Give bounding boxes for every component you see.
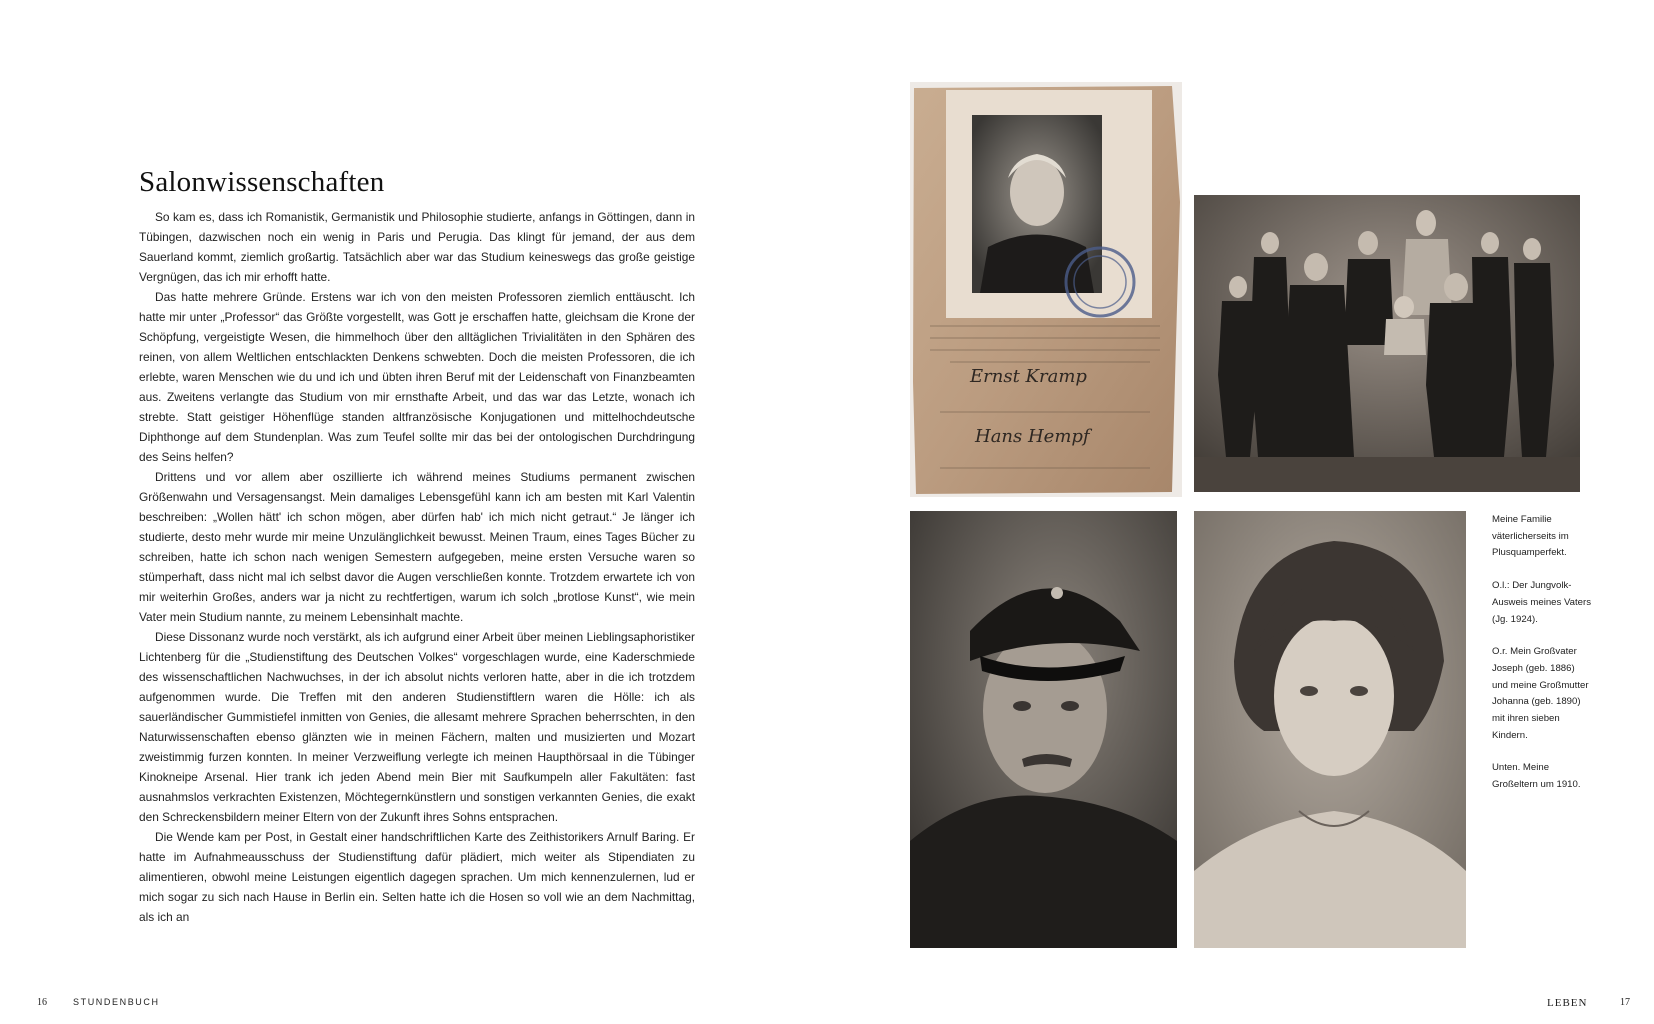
id-card-image (910, 82, 1182, 497)
paragraph: Drittens und vor allem aber oszillierte ich während meines Studiums permanent zwischen Größenwahn und Versagensangst. Mein damaliges Lebensgefühl kann ich am besten mit Karl Valentin beschreiben: „Wollen hätt' ich schon mögen, aber dürfen hab' ich mich nicht getraut.“ Je länger ich studierte, desto mehr wurde mir meine Unzulänglichkeit bewusst. Meinen Traum, eines Tages Bücher zu schreiben, hatte ich schon nach wenigen Semestern aufgegeben, meine ersten Versuche waren so stümperhaft, dass nicht mal ich selbst davor die Augen verschließen konnte. Trotzdem erwartete ich von mir weiterhin Großes, anders war ja nicht zu rechtfertigen, warum ich solch „brotlose Kunst“, wie mein Vater mein Studium nannte, zu meinem Lebensinhalt machte. (139, 470, 695, 624)
grandfather-image (910, 511, 1177, 948)
photo-captions (1492, 512, 1592, 810)
grandmother-image (1194, 511, 1466, 948)
family-portrait-image (1194, 195, 1580, 492)
id-card-signature-1: Ernst Kramp (970, 366, 1087, 387)
photo-grandmother (1194, 511, 1466, 948)
running-title-left: STUNDENBUCH (73, 997, 160, 1007)
id-card-signature-2: Hans Hempf (975, 426, 1090, 447)
photo-family-portrait (1194, 195, 1580, 492)
right-page (827, 0, 1654, 1024)
caption: Unten. Meine Großeltern um 1910. (1492, 762, 1581, 791)
chapter-heading: Salonwissenschaften (139, 166, 385, 198)
paragraph: Die Wende kam per Post, in Gestalt einer handschriftlichen Karte des Zeithistorikers Arnulf Baring. Er hatte im Aufnahmeausschuss der Studienstiftung dafür plädiert, mich weiter als Stipendiaten zu alimentieren, obwohl meine Leistungen eigentlich dagegen sprachen. Um mich kennenzulernen, lud er mich sogar zu sich nach Hause in Berlin ein. Selten hatte ich die Hosen so voll wie an dem Nachmittag, als ich an (139, 830, 695, 924)
body-text (139, 207, 695, 927)
caption: O.l.: Der Jungvolk-Ausweis meines Vaters (Jg. 1924). (1492, 580, 1591, 625)
caption: O.r. Mein Großvater Joseph (geb. 1886) und meine Großmutter Johanna (geb. 1890) mit ihren sieben Kindern. (1492, 646, 1589, 741)
page-number-right: 17 (1620, 997, 1630, 1008)
photo-id-card (910, 82, 1182, 497)
paragraph: Diese Dissonanz wurde noch verstärkt, als ich aufgrund einer Arbeit über meinen Lieblingsaphoristiker Lichtenberg für die „Studienstiftung des Deutschen Volkes“ vorgeschlagen wurde, eine Kaderschmiede des wissenschaftlichen Nachwuchses, in der ich absolut nichts verloren hatte, aber in die ich trotzdem aufgenommen wurde. Die Treffen mit den anderen Studienstiftlern waren die Hölle: ich als sauerländischer Gummistiefel inmitten von Genies, die allesamt mehrere Sprachen beherrschten, in den Naturwissenschaften ebenso glänzten wie in meinen Fächern, malten und musizierten und Mozart zweistimmig furzen konnten. In meiner Verzweiflung verlegte ich meinen Haupthörsaal in die Tübinger Kinokneipe Arsenal. Hier trank ich jeden Abend mein Bier mit Saufkumpeln aller Fakultäten: fast ausnahmslos verkrachten Existenzen, Möchtegernkünstlern und sonstigen verkannten Genies, die exakt den Schreckensbildern meiner Eltern von der Zukunft ihres Sohns entsprachen. (139, 630, 695, 824)
paragraph: Das hatte mehrere Gründe. Erstens war ich von den meisten Professoren ziemlich enttäuscht. Ich hatte mir unter „Professor“ das Größte vorgestellt, was Gott je erschaffen hatte, gleichsam die Krone der Schöpfung, vergeistigte Wesen, die himmelhoch über den alltäglichen Trivialitäten in den Sphären des reinen, von allem Weltlichen entschlackten Denkens schwebten. Doch die meisten Professoren, die ich erlebte, waren Menschen wie du und ich und übten ihren Beruf mit der Leidenschaft von Finanzbeamten aus. Zweitens verlangte das Studium von mir ernsthafte Arbeit, und das war das Letzte, wonach ich strebte. Statt geistiger Höhenflüge standen altfranzösische Konjugationen und mittelhochdeutsche Diphthonge auf dem Stundenplan. Was zum Teufel sollte mir das bei der ontologischen Durchdringung des Seins helfen? (139, 290, 695, 464)
paragraph: So kam es, dass ich Romanistik, Germanistik und Philosophie studierte, anfangs in Göttingen, dann in Tübingen, dazwischen noch ein wenig in Paris und Perugia. Das klingt für jemand, der aus dem Sauerland kommt, ziemlich großartig. Tatsächlich aber war das Studium keineswegs das große geistige Vergnügen, das ich mir erhofft hatte. (139, 210, 695, 284)
page-number-left: 16 (37, 997, 47, 1008)
running-title-right: LEBEN (1547, 997, 1588, 1009)
photo-grandfather (910, 511, 1177, 948)
caption: Meine Familie väterlicherseits im Plusquamperfekt. (1492, 514, 1569, 559)
